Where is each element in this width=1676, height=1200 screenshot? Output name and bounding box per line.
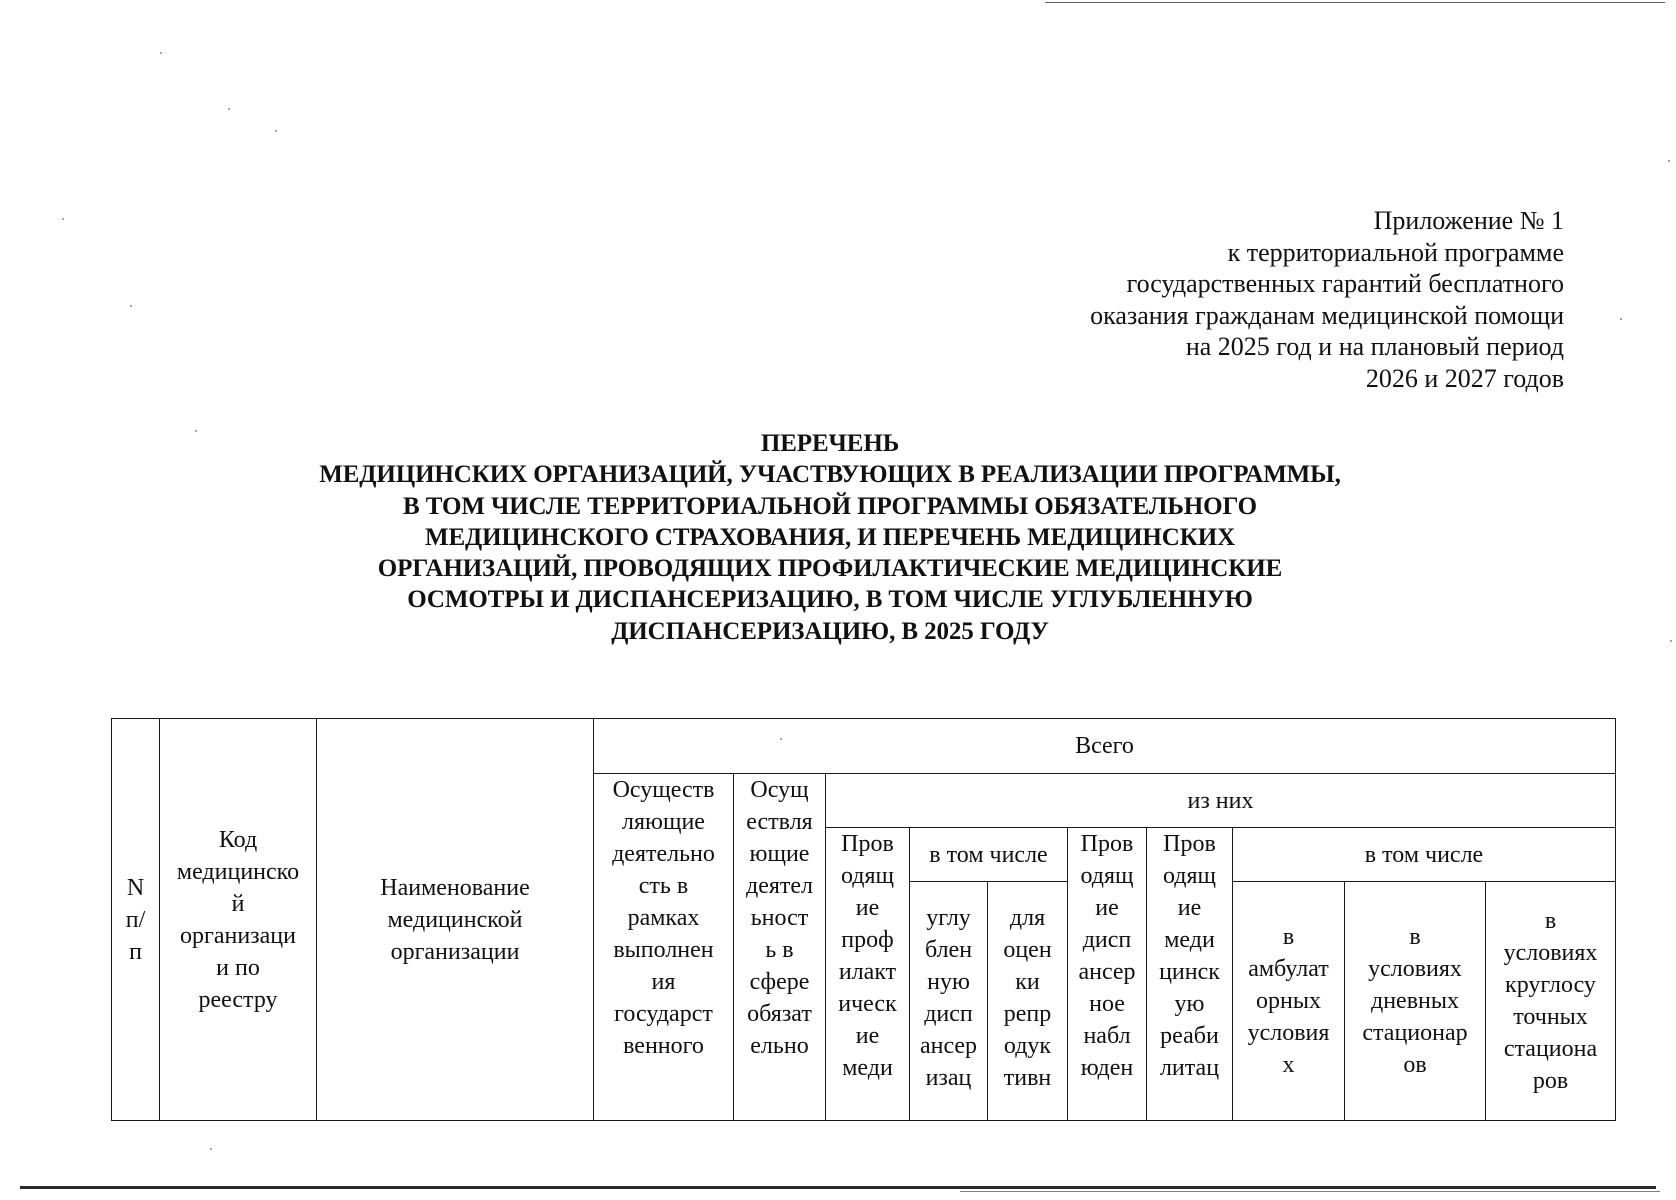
header-col-oms: Осущ ествля ющие деятел ьност ь в сфере обязат ельно bbox=[734, 774, 826, 1121]
appendix-line: к территориальной программе bbox=[1227, 237, 1564, 267]
header-col-day-hospital: в условиях дневных стационар ов bbox=[1345, 882, 1486, 1121]
scan-edge-bottom-faint bbox=[960, 1191, 1660, 1192]
scan-speck bbox=[1670, 640, 1672, 642]
title-line: МЕДИЦИНСКИХ ОРГАНИЗАЦИЙ, УЧАСТВУЮЩИХ В РЕАЛИЗАЦИИ ПРОГРАММЫ, bbox=[319, 461, 1341, 489]
scan-speck bbox=[210, 1148, 212, 1150]
header-col-deep-dispensary: углу блен ную дисп ансер изац bbox=[910, 882, 988, 1121]
title-line: ОРГАНИЗАЦИЙ, ПРОВОДЯЩИХ ПРОФИЛАКТИЧЕСКИЕ МЕДИЦИНСКИЕ bbox=[377, 555, 1283, 583]
scan-edge-top bbox=[1045, 2, 1665, 3]
header-including-2: в том числе bbox=[1233, 828, 1616, 882]
title-line: МЕДИЦИНСКОГО СТРАХОВАНИЯ, И ПЕРЕЧЕНЬ МЕДИЦИНСКИХ bbox=[424, 523, 1236, 551]
title-line: ДИСПАНСЕРИЗАЦИЮ, В 2025 ГОДУ bbox=[611, 617, 1049, 645]
appendix-note bbox=[1090, 205, 1564, 395]
header-col-preventive: Пров одящ ие проф илакт ическ ие меди bbox=[826, 828, 910, 1121]
appendix-line: 2026 и 2027 годов bbox=[1365, 363, 1564, 393]
header-col-state-task: Осуществ ляющие деятельно сть в рамках выполнен ия государст венного bbox=[594, 774, 734, 1121]
header-total: Всего bbox=[594, 719, 1616, 774]
title-line: В ТОМ ЧИСЛЕ ТЕРРИТОРИАЛЬНОЙ ПРОГРАММЫ ОБЯЗАТЕЛЬНОГО bbox=[403, 492, 1257, 520]
scan-speck bbox=[275, 130, 277, 132]
header-col-reproductive: для оцен ки репр одук тивн bbox=[988, 882, 1068, 1121]
header-col-outpatient: в амбулат орных условия х bbox=[1233, 882, 1345, 1121]
document-title bbox=[230, 428, 1430, 647]
header-col-round-clock-hospital: в условиях круглосу точных стациона ров bbox=[1486, 882, 1616, 1121]
header-col-rehab: Пров одящ ие меди цинск ую реаби литац bbox=[1147, 828, 1233, 1121]
header-col-dispensary: Пров одящ ие дисп ансер ное набл юден bbox=[1068, 828, 1147, 1121]
header-including-1: в том числе bbox=[910, 828, 1068, 882]
scan-speck bbox=[228, 108, 230, 110]
scan-speck bbox=[1620, 318, 1622, 320]
scan-speck bbox=[130, 305, 132, 307]
appendix-line: оказания гражданам медицинской помощи bbox=[1090, 300, 1564, 330]
appendix-line: Приложение № 1 bbox=[1373, 206, 1564, 235]
header-col-number: N п/ п bbox=[112, 719, 160, 1121]
header-col-org-name: Наименование медицинской организации bbox=[317, 719, 594, 1121]
title-line: ОСМОТРЫ И ДИСПАНСЕРИЗАЦИЮ, В ТОМ ЧИСЛЕ УГЛУБЛЕННУЮ bbox=[407, 586, 1253, 614]
scan-edge-bottom bbox=[20, 1186, 1656, 1189]
appendix-line: на 2025 год и на плановый период bbox=[1185, 332, 1564, 362]
organizations-table-header bbox=[111, 718, 1616, 1121]
title-line: ПЕРЕЧЕНЬ bbox=[760, 430, 900, 457]
scan-speck bbox=[160, 52, 162, 54]
appendix-line: государственных гарантий бесплатного bbox=[1126, 269, 1564, 299]
header-col-registry-code: Код медицинско й организаци и по реестру bbox=[160, 719, 317, 1121]
header-of-them: из них bbox=[826, 774, 1616, 828]
scan-speck bbox=[195, 430, 197, 432]
scan-speck bbox=[62, 218, 64, 220]
scan-speck bbox=[1668, 160, 1670, 162]
